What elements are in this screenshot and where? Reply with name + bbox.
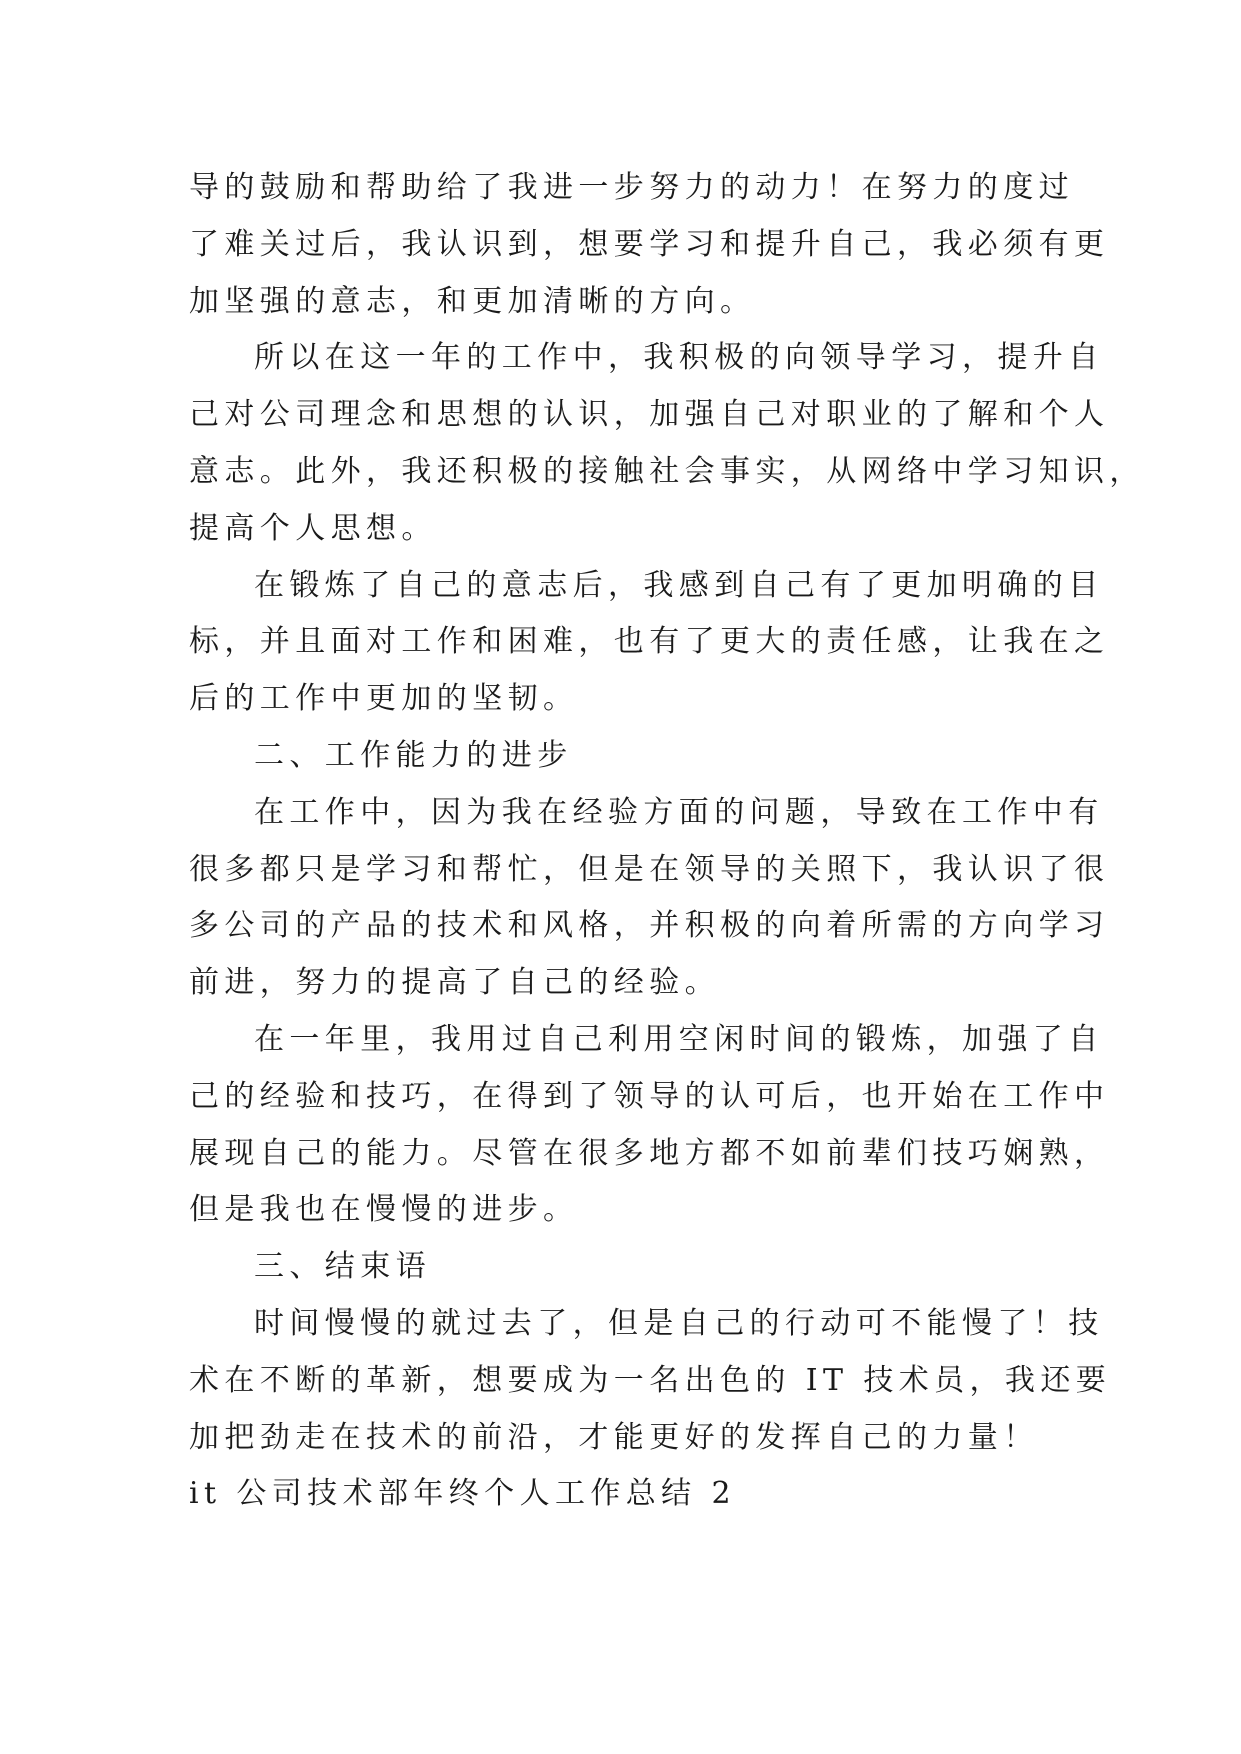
text-line: 在工作中，因为我在经验方面的问题，导致在工作中有 bbox=[254, 794, 1104, 830]
text-line: 在一年里，我用过自己利用空闲时间的锻炼，加强了自 bbox=[254, 1021, 1104, 1057]
text-line: 时间慢慢的就过去了，但是自己的行动可不能慢了！技 bbox=[254, 1305, 1104, 1341]
text-line: 后的工作中更加的坚韧。 bbox=[189, 681, 579, 717]
section-heading: 三、结束语 bbox=[254, 1249, 431, 1285]
text-line: 己对公司理念和思想的认识，加强自己对职业的了解和个人 bbox=[189, 397, 1110, 433]
text-line: 加坚强的意志，和更加清晰的方向。 bbox=[189, 283, 756, 319]
text-line: 展现自己的能力。尽管在很多地方都不如前辈们技巧娴熟， bbox=[189, 1135, 1110, 1171]
text-line: 己的经验和技巧，在得到了领导的认可后，也开始在工作中 bbox=[189, 1078, 1110, 1114]
section-heading: 二、工作能力的进步 bbox=[254, 737, 573, 773]
text-line: 在锻炼了自己的意志后，我感到自己有了更加明确的目 bbox=[254, 567, 1104, 603]
text-line: 术在不断的革新，想要成为一名出色的 IT 技术员，我还要 bbox=[189, 1362, 1112, 1398]
document-body bbox=[189, 160, 1145, 1523]
text-line: 了难关过后，我认识到，想要学习和提升自己，我必须有更 bbox=[189, 226, 1110, 262]
text-line: 所以在这一年的工作中，我积极的向领导学习，提升自 bbox=[254, 340, 1104, 376]
text-line: 多公司的产品的技术和风格，并积极的向着所需的方向学习 bbox=[189, 908, 1110, 944]
document-title: it 公司技术部年终个人工作总结 2 bbox=[189, 1476, 737, 1512]
text-line: 导的鼓励和帮助给了我进一步努力的动力！在努力的度过 bbox=[189, 170, 1074, 205]
text-line: 提高个人思想。 bbox=[189, 510, 437, 546]
text-line: 标，并且面对工作和困难，也有了更大的责任感，让我在之 bbox=[189, 624, 1110, 660]
text-line: 前进，努力的提高了自己的经验。 bbox=[189, 965, 720, 1001]
text-line: 但是我也在慢慢的进步。 bbox=[189, 1192, 579, 1228]
text-line: 很多都只是学习和帮忙，但是在领导的关照下，我认识了很 bbox=[189, 851, 1110, 887]
text-line: 意志。此外，我还积极的接触社会事实，从网络中学习知识， bbox=[189, 453, 1145, 489]
text-line: 加把劲走在技术的前沿，才能更好的发挥自己的力量！ bbox=[189, 1419, 1039, 1455]
